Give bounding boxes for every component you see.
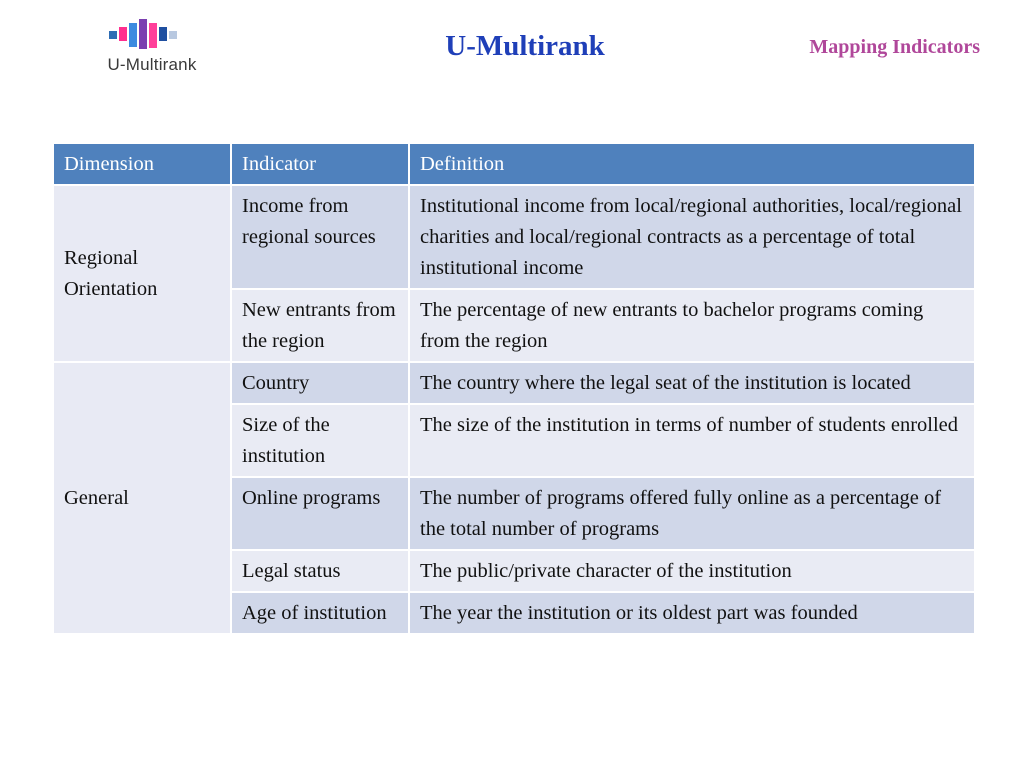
indicator-cell: Size of the institution [231,404,409,477]
page-subtitle: Mapping Indicators [809,36,980,58]
indicator-cell: Online programs [231,477,409,550]
definition-cell: The year the institution or its oldest part was founded [409,592,975,634]
definition-cell: The public/private character of the institution [409,550,975,592]
table-row [53,185,975,289]
indicator-cell: New entrants from the region [231,289,409,362]
indicator-cell: Legal status [231,550,409,592]
indicator-cell: Age of institution [231,592,409,634]
page-title: U-Multirank [445,30,605,62]
column-header-dimension: Dimension [53,143,231,185]
definition-cell: The percentage of new entrants to bachelor programs coming from the region [409,289,975,362]
definition-cell: The country where the legal seat of the institution is located [409,362,975,404]
table-row [53,362,975,404]
logo-bars-icon [82,18,222,52]
table-header-row [53,143,975,185]
dimension-cell: General [53,362,231,634]
u-multirank-logo [82,18,222,80]
column-header-definition: Definition [409,143,975,185]
logo-text: U-Multirank [107,55,197,74]
indicator-cell: Income from regional sources [231,185,409,289]
dimension-cell: Regional Orientation [53,185,231,362]
definition-cell: The size of the institution in terms of number of students enrolled [409,404,975,477]
definition-cell: The number of programs offered fully online as a percentage of the total number of programs [409,477,975,550]
indicator-cell: Country [231,362,409,404]
definition-cell: Institutional income from local/regional authorities, local/regional charities and local/regional contracts as a percentage of total institutional income [409,185,975,289]
indicators-table [52,142,976,635]
column-header-indicator: Indicator [231,143,409,185]
